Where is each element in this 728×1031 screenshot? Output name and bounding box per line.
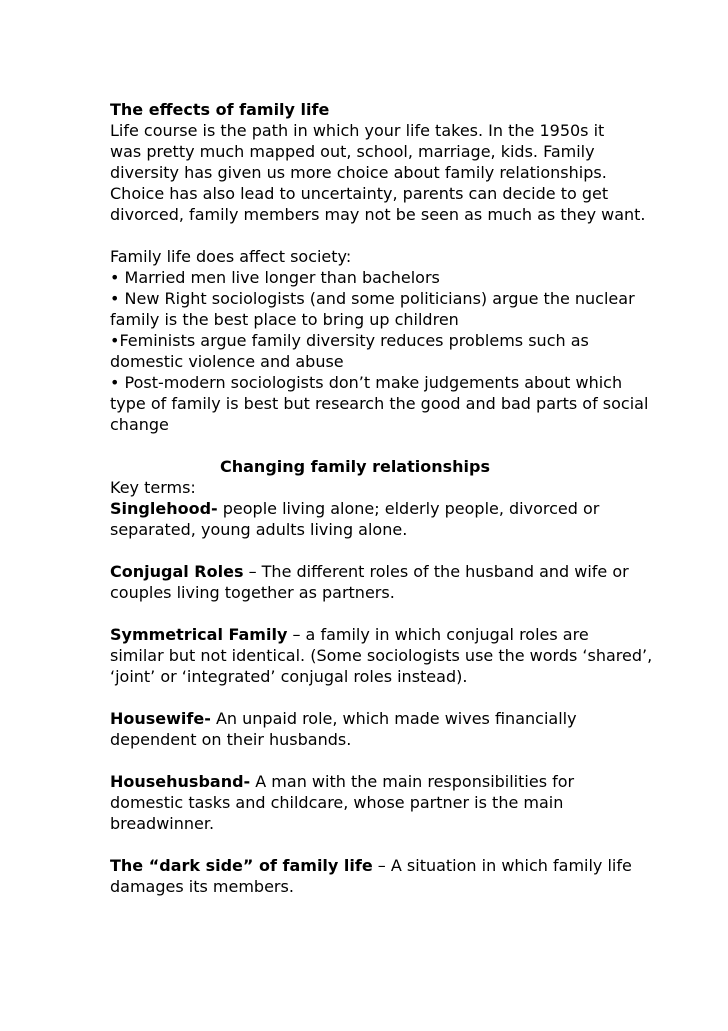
list-line: • New Right sociologists (and some politicians) argue the nuclear (110, 289, 635, 308)
term-definition: people living alone; elderly people, divorced or (217, 499, 600, 518)
blank-line (110, 435, 630, 456)
list-line: • Post-modern sociologists don’t make judgements about which (110, 373, 623, 392)
list-line: domestic violence and abuse (110, 352, 344, 371)
blank-line (110, 225, 630, 246)
term-definition-line: domestic tasks and childcare, whose partner is the main (110, 793, 564, 812)
term-househusband (110, 771, 630, 792)
term-definition-line: ‘joint’ or ‘integrated’ conjugal roles instead). (110, 667, 468, 686)
paragraph-line: diversity has given us more choice about family relationships. (110, 163, 607, 182)
term-dark-side (110, 855, 630, 876)
term-singlehood (110, 498, 630, 519)
term-definition: – a family in which conjugal roles are (287, 625, 589, 644)
list-intro: Family life does affect society: (110, 247, 352, 266)
list-line: •Feminists argue family diversity reduces problems such as (110, 331, 589, 350)
term-definition-line: separated, young adults living alone. (110, 520, 408, 539)
term-definition-line: dependent on their husbands. (110, 730, 352, 749)
term-definition: An unpaid role, which made wives financially (210, 709, 577, 728)
list-line: family is the best place to bring up children (110, 310, 459, 329)
paragraph-line: Choice has also lead to uncertainty, parents can decide to get (110, 184, 609, 203)
section-title: The effects of family life (110, 100, 330, 119)
term-symmetrical-family (110, 624, 630, 645)
key-terms-label: Key terms: (110, 478, 196, 497)
blank-line (110, 603, 630, 624)
term-definition-line: similar but not identical. (Some sociologists use the words ‘shared’, (110, 646, 653, 665)
list-line: type of family is best but research the good and bad parts of social (110, 394, 649, 413)
term-definition: A man with the main responsibilities for (250, 772, 575, 791)
term-definition-line: couples living together as partners. (110, 583, 395, 602)
blank-line (110, 687, 630, 708)
paragraph-line: divorced, family members may not be seen as much as they want. (110, 205, 646, 224)
list-line: change (110, 415, 169, 434)
term-title: Conjugal Roles (110, 562, 244, 581)
term-definition-line: breadwinner. (110, 814, 215, 833)
term-title: Symmetrical Family (110, 625, 288, 644)
term-definition: – A situation in which family life (372, 856, 632, 875)
blank-line (110, 540, 630, 561)
blank-line (110, 834, 630, 855)
document-page (110, 99, 653, 897)
term-housewife (110, 708, 630, 729)
paragraph-line: Life course is the path in which your life takes. In the 1950s it (110, 121, 605, 140)
term-title: Househusband- (110, 772, 251, 791)
term-conjugal-roles (110, 561, 630, 582)
term-definition: – The different roles of the husband and wife or (243, 562, 629, 581)
paragraph-line: was pretty much mapped out, school, marriage, kids. Family (110, 142, 595, 161)
term-definition-line: damages its members. (110, 877, 294, 896)
blank-line (110, 750, 630, 771)
list-line: • Married men live longer than bachelors (110, 268, 440, 287)
term-title: Singlehood- (110, 499, 218, 518)
term-title: The “dark side” of family life (110, 856, 373, 875)
term-title: Housewife- (110, 709, 211, 728)
section-heading: Changing family relationships (220, 457, 490, 476)
